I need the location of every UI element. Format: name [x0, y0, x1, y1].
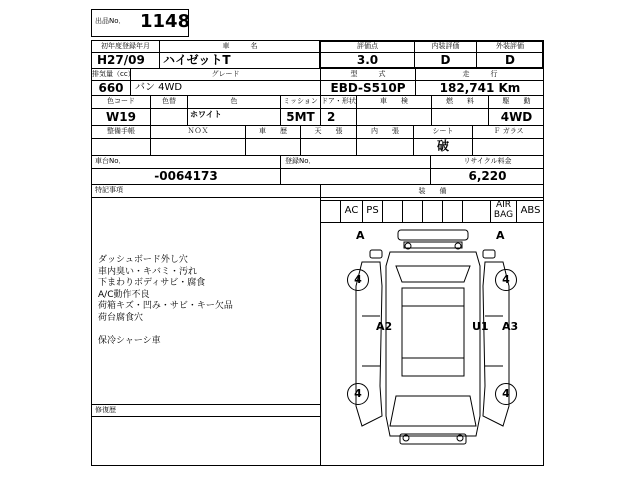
mileage-value: 182,741 Km — [439, 81, 521, 95]
model-label: 型 式 — [350, 70, 386, 78]
car-name-label: 車 名 — [222, 42, 258, 50]
wheel-rear-left-marker: 4 — [347, 383, 369, 405]
displacement-label: 排気量（cc） — [92, 70, 135, 78]
recycle-fee-value: 6,220 — [468, 169, 507, 183]
exterior-grade-value: D — [505, 53, 515, 67]
mission-value: 5MT — [286, 110, 315, 124]
repair-history-label: 修復歴 — [95, 406, 116, 414]
nox-label: ＮＯＸ — [187, 127, 209, 135]
grade-label: グレード — [211, 70, 240, 78]
equipment-ac: AC — [344, 205, 359, 216]
diagram-mark-right-side: A3 — [502, 320, 519, 333]
exterior-grade-label: 外装評価 — [496, 42, 524, 50]
interior-trim-label: 内 張 — [371, 127, 399, 135]
inspection-label: 車 検 — [380, 97, 408, 105]
lot-number-label: 出品No． — [95, 17, 126, 25]
wheel-front-right-marker: 4 — [495, 269, 517, 291]
remark-line: 保冷シャーシ車 — [98, 335, 161, 346]
model-value: EBD-S510P — [330, 81, 406, 95]
displacement-value: 660 — [98, 81, 124, 95]
color-change-label: 色替 — [162, 97, 176, 105]
remark-line: 車内臭い・キバミ・汚れ — [98, 266, 198, 277]
chassis-number-value: -0064173 — [154, 169, 218, 183]
remark-line: 荷台腐食穴 — [98, 312, 144, 323]
color-label: 色 — [230, 97, 238, 105]
color-code-value: W19 — [106, 110, 136, 124]
diagram-mark-front-left: A — [356, 229, 365, 242]
remark-line: A/C動作不良 — [98, 289, 150, 300]
remarks-label: 特記事項 — [95, 186, 123, 194]
vehicle-diagram — [330, 226, 535, 462]
chassis-number-label: 車台No． — [95, 157, 126, 165]
color-code-label: 色コード — [107, 97, 135, 105]
equipment-abs: ABS — [520, 205, 541, 216]
score-value: 3.0 — [356, 53, 379, 67]
diagram-mark-left-side: A2 — [376, 320, 393, 333]
first-registration-value: H27/09 — [97, 53, 145, 67]
diagram-mark-right-u: U1 — [472, 320, 489, 333]
remark-line: 荷箱キズ・凹み・サビ・キー欠品 — [98, 301, 233, 311]
car-name-value: ハイゼットT — [163, 53, 231, 67]
wheel-front-left-marker: 4 — [347, 269, 369, 291]
color-value: ホワイト — [190, 110, 222, 119]
interior-grade-value: D — [440, 53, 451, 67]
service-book-label: 整備手帳 — [107, 127, 135, 135]
seat-value: 破 — [436, 139, 449, 153]
equipment-airbag: AIR BAG — [493, 200, 514, 220]
door-shape-label: ドア・形状 — [321, 97, 356, 105]
recycle-fee-label: リサイクル料金 — [463, 157, 512, 165]
grade-value: バン 4WD — [135, 82, 183, 93]
front-glass-label: Ｆ ガラス — [493, 127, 524, 135]
headliner-label: 天 張 — [314, 127, 343, 135]
equipment-label: 装 備 — [418, 187, 447, 195]
lot-number: 1148 — [140, 11, 191, 32]
mission-label: ミッション — [283, 97, 318, 105]
remarks-text — [98, 255, 233, 347]
mileage-label: 走 行 — [462, 70, 498, 78]
remark-line: 下まわりボディサビ・腐食 — [98, 278, 206, 288]
vehicle-history-label: 車 歴 — [259, 127, 287, 135]
drive-label: 駆 動 — [502, 97, 531, 105]
first-registration-label: 初年度登録年月 — [101, 42, 150, 50]
diagram-mark-front-right: A — [496, 229, 505, 242]
registration-number-label: 登録No． — [285, 157, 316, 165]
equipment-ps: PS — [366, 205, 379, 216]
interior-grade-label: 内装評価 — [431, 42, 460, 50]
score-label: 評価点 — [357, 42, 378, 50]
seat-label: シート — [432, 127, 454, 135]
remark-line — [98, 324, 233, 336]
drive-value: 4WD — [500, 110, 533, 124]
door-shape-value: 2 — [327, 110, 336, 124]
remark-line: ダッシュボード外し穴 — [98, 255, 188, 265]
wheel-rear-right-marker: 4 — [495, 383, 517, 405]
fuel-label: 燃 料 — [446, 97, 474, 105]
